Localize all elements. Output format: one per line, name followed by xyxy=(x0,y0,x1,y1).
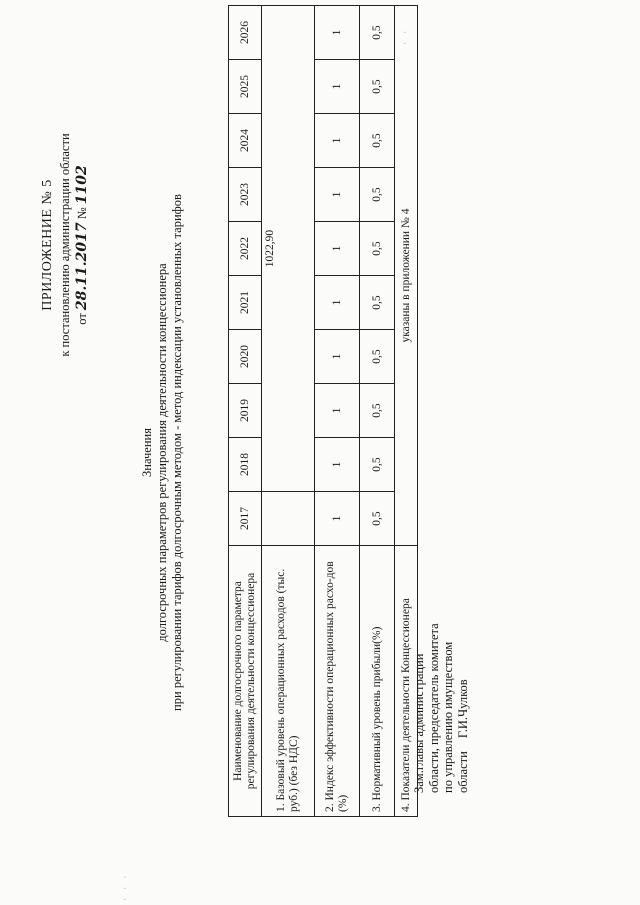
cell-value: 0,5 xyxy=(360,168,395,222)
signature-line-4 xyxy=(456,623,471,793)
cell-value: 0,5 xyxy=(360,438,395,492)
cell-value: 0,5 xyxy=(360,492,395,546)
cell-value: 1 xyxy=(315,438,360,492)
header-year: 2020 xyxy=(229,330,262,384)
title-line-3: при регулировании тарифов долгосрочным методом - метод индексации установленных тарифов xyxy=(170,194,184,711)
title-line-2: долгосрочных параметров регулирования деятельности концессионера xyxy=(155,263,169,642)
cell-value: 1 xyxy=(315,276,360,330)
table-row xyxy=(315,6,360,817)
cell-value: 0,5 xyxy=(360,222,395,276)
decree-number-handwritten: 1102 xyxy=(74,165,90,205)
cell-value: 1 xyxy=(315,330,360,384)
signature-line-2: области, председатель комитета xyxy=(426,623,441,793)
cell-value: 1 xyxy=(315,114,360,168)
header-year: 2018 xyxy=(229,438,262,492)
cell-value: 0,5 xyxy=(360,384,395,438)
header-year: 2023 xyxy=(229,168,262,222)
row-label: 2. Индекс эффективности операционных расхо-дов (%) xyxy=(315,546,360,817)
scan-noise: · · · xyxy=(120,872,130,901)
date-prefix: от xyxy=(75,313,89,325)
header-year: 2026 xyxy=(229,6,262,60)
header-year: 2021 xyxy=(229,276,262,330)
decree-line: к постановлению администрации области xyxy=(58,133,72,357)
header-year: 2019 xyxy=(229,384,262,438)
parameters-table xyxy=(228,5,418,817)
cell-value xyxy=(262,492,315,546)
title-line-1: Значения xyxy=(140,428,154,477)
cell-value: 0,5 xyxy=(360,276,395,330)
header-year: 2022 xyxy=(229,222,262,276)
cell-value: 0,5 xyxy=(360,330,395,384)
signature-block xyxy=(412,623,470,793)
decree-date-number xyxy=(74,15,90,475)
table-header-row xyxy=(229,6,262,817)
cell-value: 0,5 xyxy=(360,60,395,114)
signature-line-1: Зам.главы администрации xyxy=(412,653,426,793)
header-year: 2017 xyxy=(229,492,262,546)
cell-value: 0,5 xyxy=(360,6,395,60)
cell-value: 0,5 xyxy=(360,114,395,168)
header-year: 2025 xyxy=(229,60,262,114)
scan-noise: · · xyxy=(400,27,410,45)
decree-date-handwritten: 28.11.2017 xyxy=(74,222,90,311)
cell-value: 1 xyxy=(315,384,360,438)
appendix-header xyxy=(40,15,90,475)
number-prefix: № xyxy=(75,207,89,220)
cell-value: 1 xyxy=(315,60,360,114)
document-title xyxy=(140,0,185,905)
row-label: 3. Нормативный уровень прибыли(%) xyxy=(360,546,395,817)
table-row xyxy=(360,6,395,817)
cell-value: 1 xyxy=(315,492,360,546)
header-year: 2024 xyxy=(229,114,262,168)
signature-line-3: по управлению имуществом xyxy=(441,641,455,793)
merged-value-base-opex: 1022,90 xyxy=(262,6,315,492)
cell-value: 1 xyxy=(315,168,360,222)
merged-value-indicators: указаны в приложении № 4 xyxy=(395,6,418,546)
signatory-name: Г.И.Чулков xyxy=(455,679,470,739)
signature-line-4-left: области xyxy=(455,751,470,793)
header-parameter-name: Наименование долгосрочного параметра регулирования деятельности концессионера xyxy=(229,546,262,817)
table-row xyxy=(262,6,315,817)
appendix-title: ПРИЛОЖЕНИЕ № 5 xyxy=(40,179,55,311)
cell-value: 1 xyxy=(315,6,360,60)
row-label: 1. Базовый уровень операционных расходов (тыс. руб.) (без НДС) xyxy=(262,546,315,817)
cell-value: 1 xyxy=(315,222,360,276)
row-label: 4. Показатели деятельности Концессионера xyxy=(395,546,418,817)
